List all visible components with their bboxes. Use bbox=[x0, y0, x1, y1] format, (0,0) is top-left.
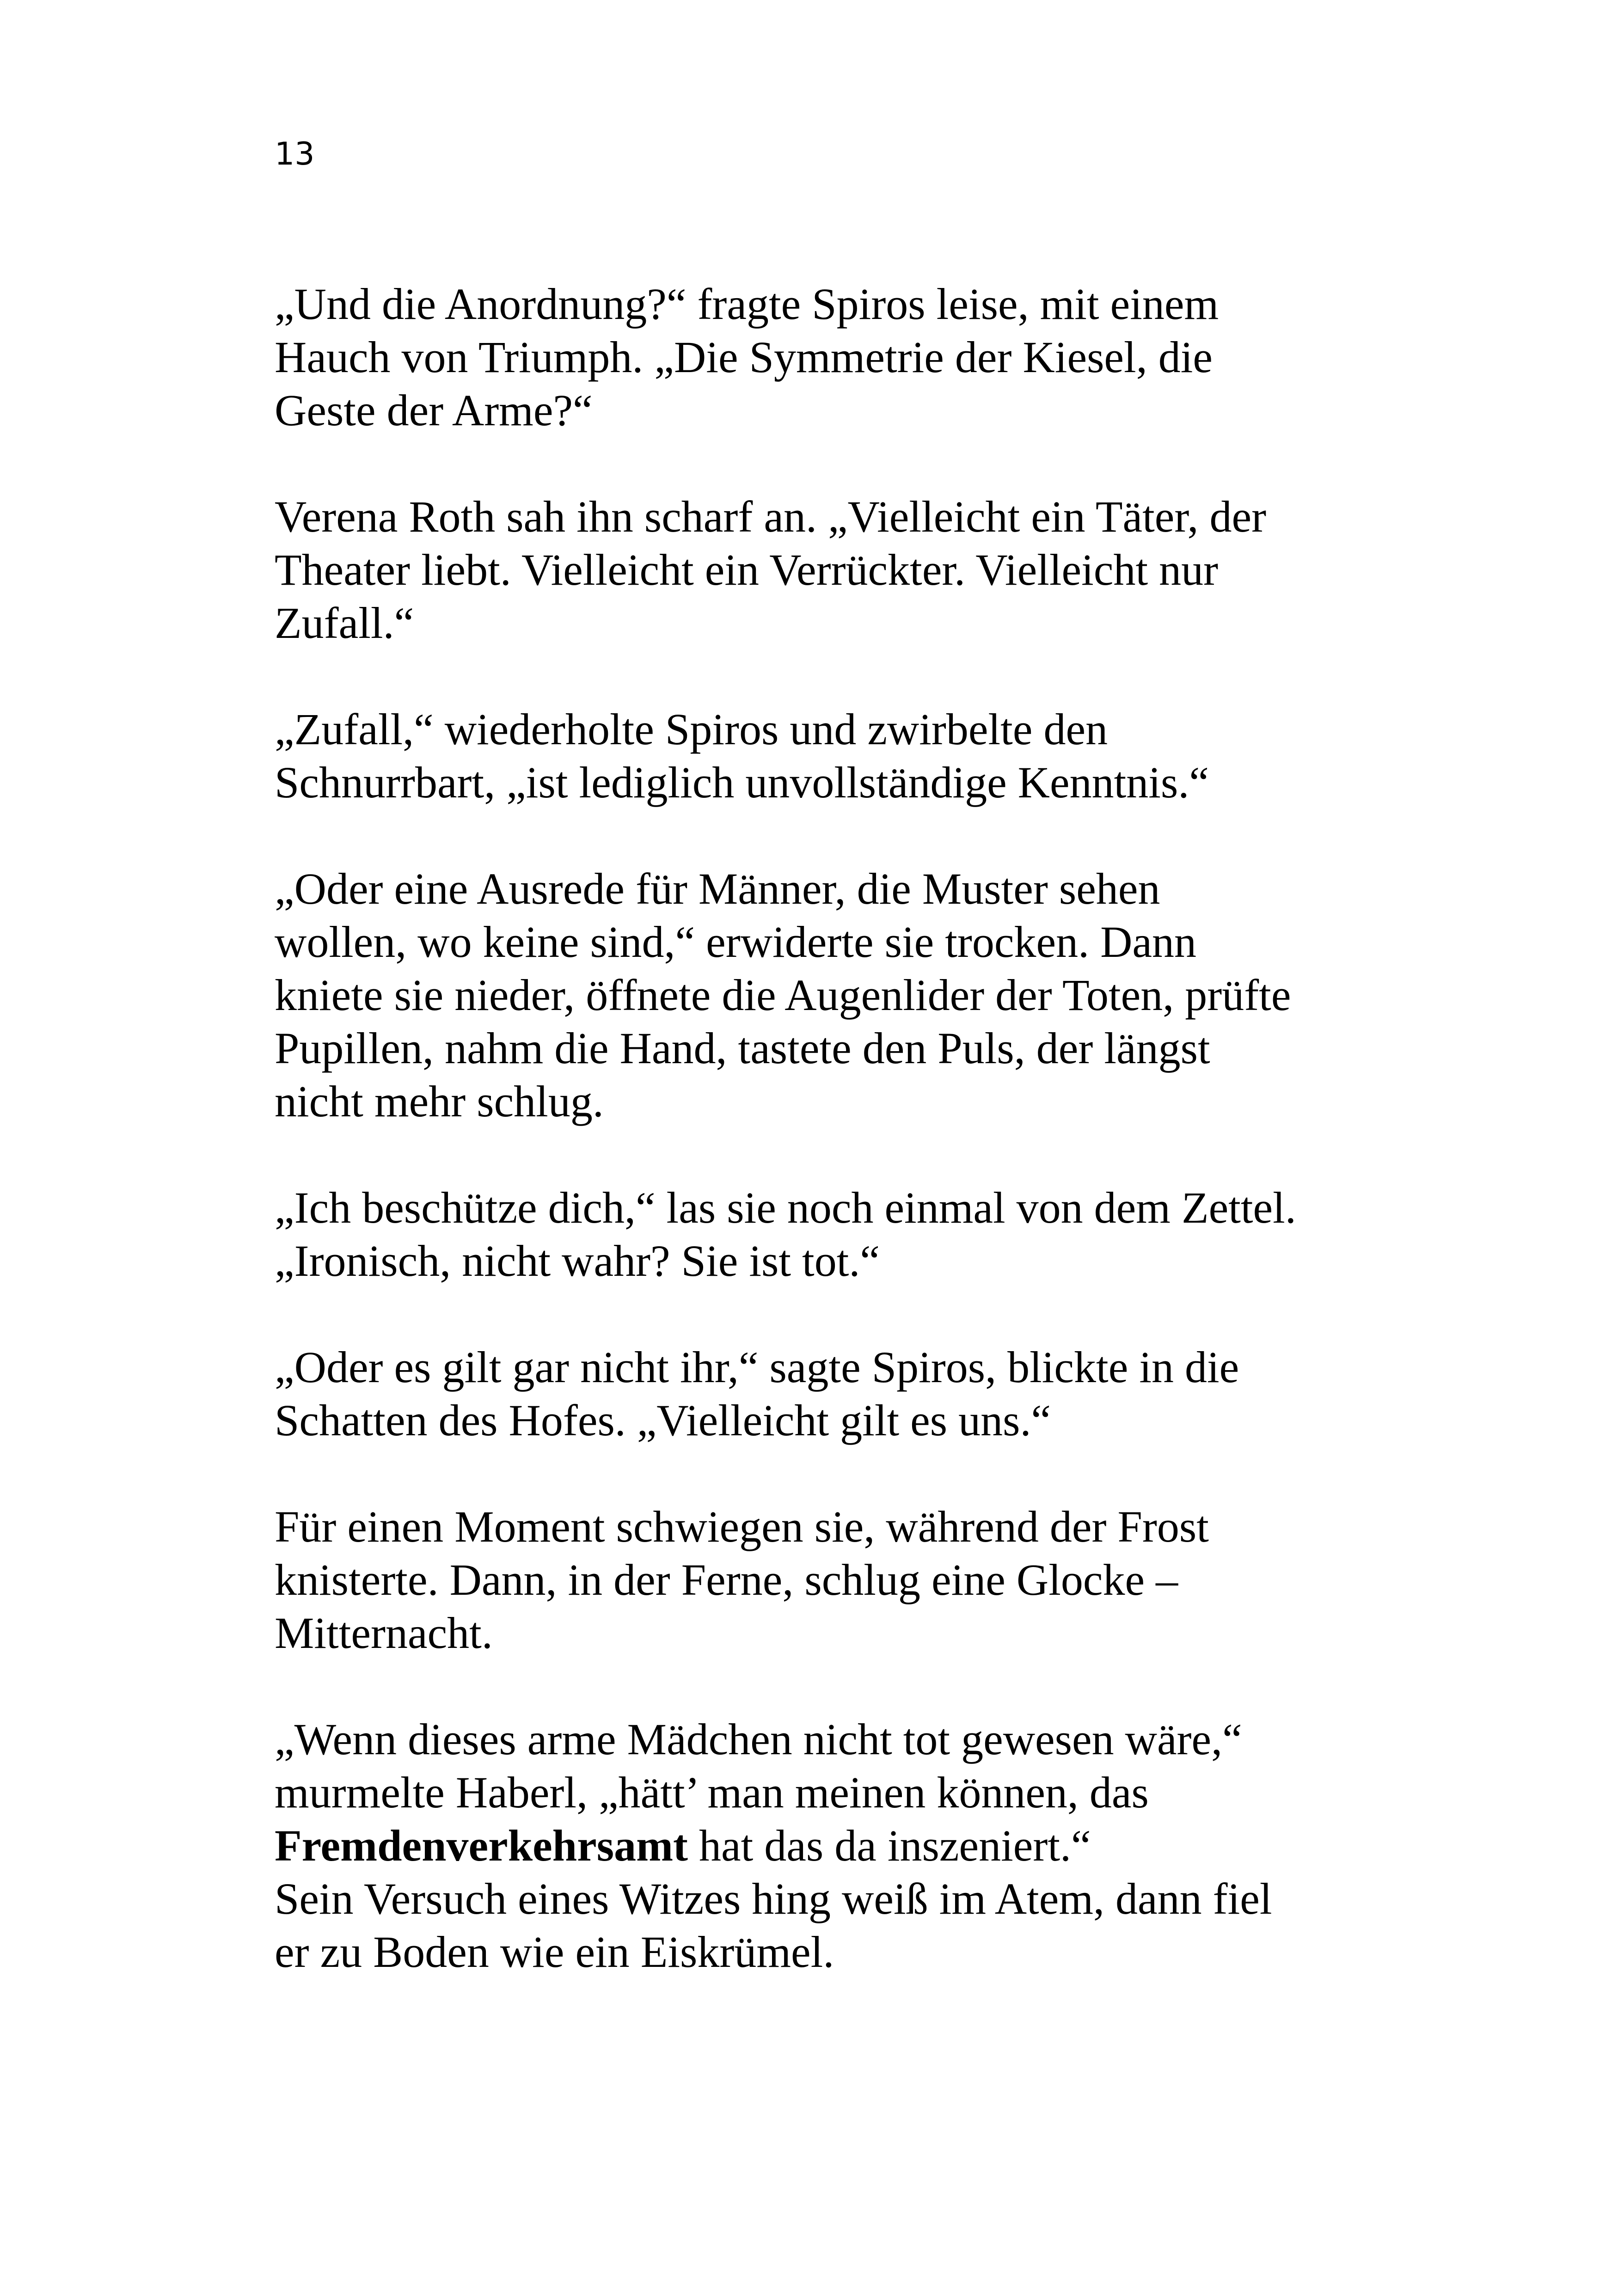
text-run: hat das da inszeniert.“ bbox=[688, 1821, 1091, 1870]
text-line: Theater liebt. Vielleicht ein Verrückter. Vielleicht nur bbox=[275, 545, 1219, 594]
text-line: Mitternacht. bbox=[275, 1608, 493, 1658]
bold-term: Fremdenverkehrsamt bbox=[275, 1821, 688, 1870]
text-line: Schatten des Hofes. „Vielleicht gilt es uns.“ bbox=[275, 1396, 1051, 1445]
paragraph-6 bbox=[275, 1341, 1393, 1447]
text-line: knisterte. Dann, in der Ferne, schlug eine Glocke – bbox=[275, 1555, 1178, 1604]
text-line: Verena Roth sah ihn scharf an. „Vielleicht ein Täter, der bbox=[275, 492, 1267, 541]
text-line: „Oder es gilt gar nicht ihr,“ sagte Spiros, blickte in die bbox=[275, 1342, 1239, 1392]
text-line: Schnurrbart, „ist lediglich unvollständige Kenntnis.“ bbox=[275, 758, 1209, 807]
text-line: murmelte Haberl, „hätt’ man meinen können, das bbox=[275, 1768, 1149, 1817]
paragraph-5 bbox=[275, 1181, 1393, 1287]
text-line: „Zufall,“ wiederholte Spiros und zwirbelte den bbox=[275, 704, 1108, 754]
text-line: er zu Boden wie ein Eiskrümel. bbox=[275, 1927, 834, 1977]
text-line: wollen, wo keine sind,“ erwiderte sie trocken. Dann bbox=[275, 917, 1197, 967]
paragraph-3 bbox=[275, 703, 1393, 809]
text-line: Zufall.“ bbox=[275, 598, 414, 648]
text-line: kniete sie nieder, öffnete die Augenlider der Toten, prüfte bbox=[275, 970, 1291, 1020]
text-line: Hauch von Triumph. „Die Symmetrie der Kiesel, die bbox=[275, 332, 1213, 382]
paragraph-4 bbox=[275, 862, 1393, 1128]
text-line: „Oder eine Ausrede für Männer, die Muster sehen bbox=[275, 864, 1160, 913]
text-line: Für einen Moment schwiegen sie, während der Frost bbox=[275, 1502, 1209, 1551]
text-line: „Und die Anordnung?“ fragte Spiros leise, mit einem bbox=[275, 279, 1219, 329]
text-line: Pupillen, nahm die Hand, tastete den Puls, der längst bbox=[275, 1023, 1210, 1073]
text-line: nicht mehr schlug. bbox=[275, 1077, 604, 1126]
page-number: 13 bbox=[275, 136, 315, 172]
paragraph-2 bbox=[275, 490, 1393, 649]
text-line: „Wenn dieses arme Mädchen nicht tot gewesen wäre,“ bbox=[275, 1714, 1242, 1764]
body-text bbox=[275, 277, 1393, 1978]
text-line: „Ironisch, nicht wahr? Sie ist tot.“ bbox=[275, 1236, 880, 1286]
text-line: „Ich beschütze dich,“ las sie noch einmal von dem Zettel. bbox=[275, 1183, 1296, 1232]
paragraph-1 bbox=[275, 277, 1393, 437]
paragraph-9 bbox=[275, 1872, 1393, 1978]
text-line: Geste der Arme?“ bbox=[275, 386, 593, 435]
paragraph-7 bbox=[275, 1500, 1393, 1659]
text-line-with-bold bbox=[275, 1819, 1393, 1872]
paragraph-8 bbox=[275, 1713, 1393, 1872]
text-line: Sein Versuch eines Witzes hing weiß im Atem, dann fiel bbox=[275, 1874, 1272, 1923]
